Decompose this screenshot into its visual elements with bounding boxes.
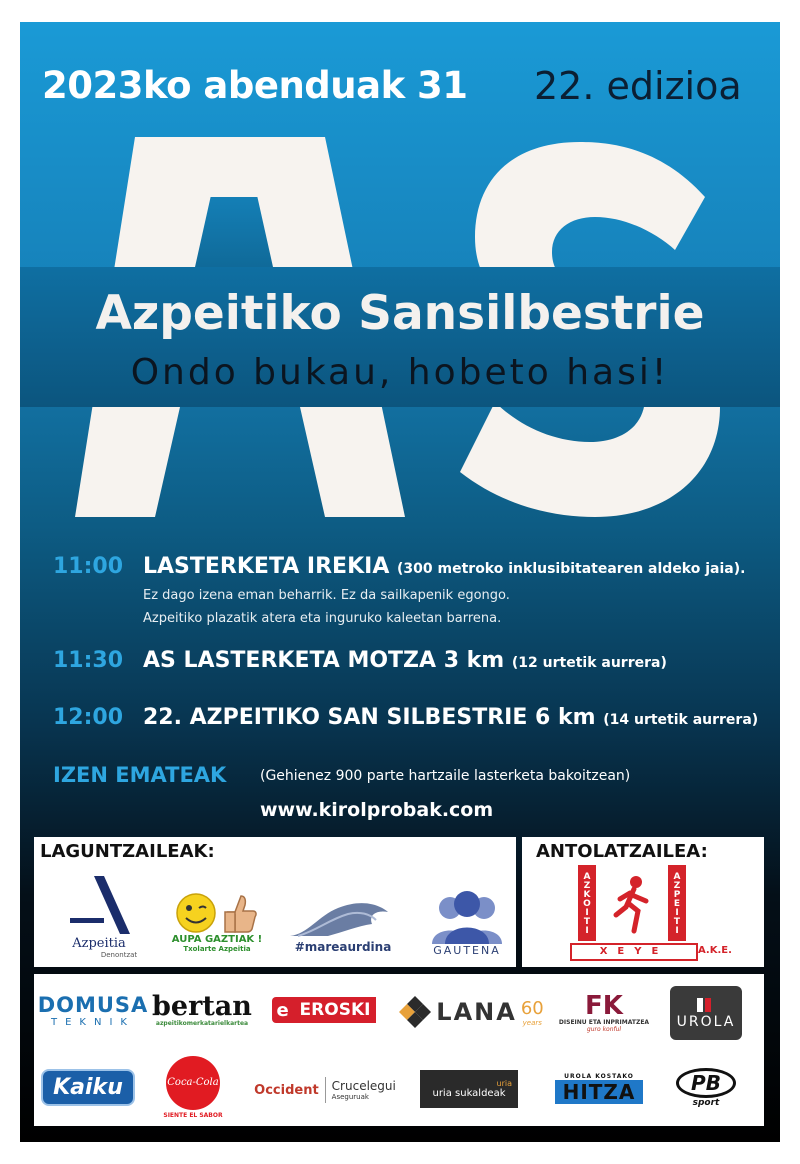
aupa-tagline: Txolarte Azpeitia [183,944,251,953]
urola-mark-icon [695,996,717,1014]
mareaurdina-name: #mareaurdina [294,940,392,954]
aupa-gaztiak-logo [162,877,272,967]
organizer-suffix: A.K.E. [698,945,732,956]
fk-sub2: guro konful [586,1026,622,1033]
azpeitia-name: Azpeitia [72,936,126,951]
lana-badge [521,998,544,1027]
occident-name: Occident [254,1082,319,1098]
edition-number: 22. edizioa [534,64,742,108]
lana-60: 60 [520,997,544,1019]
fk-logo [554,986,654,1040]
event-3-title [143,705,758,730]
fk-sub: DISEINU ETA INPRIMATZEA [558,1019,650,1026]
runner-icon [612,875,652,935]
hitza-sub: UROLA KOSTAKO [564,1072,634,1080]
registration-website-link[interactable]: www.kirolprobak.com [260,799,494,821]
wave-icon [288,896,398,940]
coca-cola-sub: SIENTE EL SABOR [163,1111,223,1119]
event-1-name: LASTERKETA IREKIA [143,554,390,579]
mareaurdina-logo [284,885,402,965]
bertan-logo [152,986,252,1034]
supporters-label: LAGUNTZAILEAK: [40,841,215,862]
thumbs-up-icon [219,892,259,934]
aupa-icons [175,892,259,934]
event-1-detail-1: Ez dago izena eman beharrik. Ez da sailkapenik egongo. [143,588,510,603]
supporters-box [34,837,516,967]
lana-years: years [522,1018,542,1027]
event-2-note: (12 urtetik aurrera) [511,655,667,671]
uria-badge: uria [496,1079,512,1088]
hitza-logo [554,1066,644,1110]
lana-name: LANA [436,998,517,1026]
crucelegui-block [332,1079,396,1101]
event-2-name: AS LASTERKETA MOTZA 3 km [143,648,505,673]
event-1-note: (300 metroko inklusibitatearen aldeko jaia). [397,561,746,577]
kaiku-name: Kaiku [41,1069,135,1106]
event-3-time: 12:00 [53,705,124,730]
uria-name: uria sukaldeak [432,1088,506,1099]
organizer-bottom-text: XEYE [599,946,669,957]
event-date: 2023ko abenduak 31 [42,64,468,107]
organizer-left-bar [578,865,596,941]
poster [20,22,780,1142]
fk-name: FK [585,991,623,1021]
event-1-time: 11:00 [53,554,124,579]
domusa-sub: TEKNIK [51,1016,135,1028]
occident-logo [244,1070,406,1110]
azpeitia-logo [44,869,154,964]
organizer-left-text: AZKOITI [582,871,592,935]
crucelegui-name: Crucelegui [331,1079,396,1093]
organizer-right-text: AZPEITI [672,871,682,935]
urola-logo [670,986,742,1040]
organizer-right-bar [668,865,686,941]
event-1-detail-2: Azpeitiko plazatik atera eta inguruko kaleetan barrena. [143,611,502,626]
uria-logo [420,1070,518,1108]
organizer-bottom-bar [570,943,698,961]
lana-diamond-icon [398,995,432,1029]
domusa-name: DOMUSA [37,992,149,1017]
organizer-label: ANTOLATZAILEA: [536,841,708,862]
registration-note: (Gehienez 900 parte hartzaile lasterketa bakoitzean) [260,768,631,784]
event-1-title [143,554,745,579]
coca-cola-name: Coca-Cola [166,1056,220,1110]
organizer-logo [570,865,742,961]
pb-sport-logo [658,1066,754,1110]
azpeitia-tagline: Denontzat [100,951,138,959]
urola-name: UROLA [676,1014,736,1030]
domusa-logo [38,990,148,1030]
aupa-name: AUPA GAZTIAK ! [171,933,263,945]
pb-name: PB [676,1068,736,1098]
gautena-name: GAUTENA [433,943,501,957]
crucelegui-sub: Aseguruak [331,1093,369,1101]
hitza-name: HITZA [555,1080,644,1104]
gautena-logo [422,879,512,965]
kaiku-logo [40,1064,136,1110]
eroski-logo [264,994,384,1026]
coca-cola-logo [152,1050,234,1124]
people-icon [428,888,506,944]
event-3-note: (14 urtetik aurrera) [603,712,759,728]
registration-label: IZEN EMATEAK [53,763,227,787]
eroski-name: EROSKI [294,997,377,1023]
pb-sub: sport [692,1098,720,1108]
event-3-name: 22. AZPEITIKO SAN SILBESTRIE 6 km [143,705,596,730]
event-2-time: 11:30 [53,648,124,673]
event-2-title [143,648,667,673]
lana-logo [396,988,546,1036]
eroski-e-icon: e [272,997,294,1023]
organizer-box [522,837,764,967]
bertan-name: bertan [152,991,252,1022]
race-title: Azpeitiko Sansilbestrie [95,286,705,341]
race-slogan: Ondo bukau, hobeto hasi! [130,352,670,393]
sponsors-box [34,974,764,1126]
azpeitia-a-icon [64,874,134,936]
occident-divider [325,1077,326,1103]
bertan-sub: azpeitikomerkatarielkartea [155,1020,249,1027]
smiley-icon [175,892,217,934]
